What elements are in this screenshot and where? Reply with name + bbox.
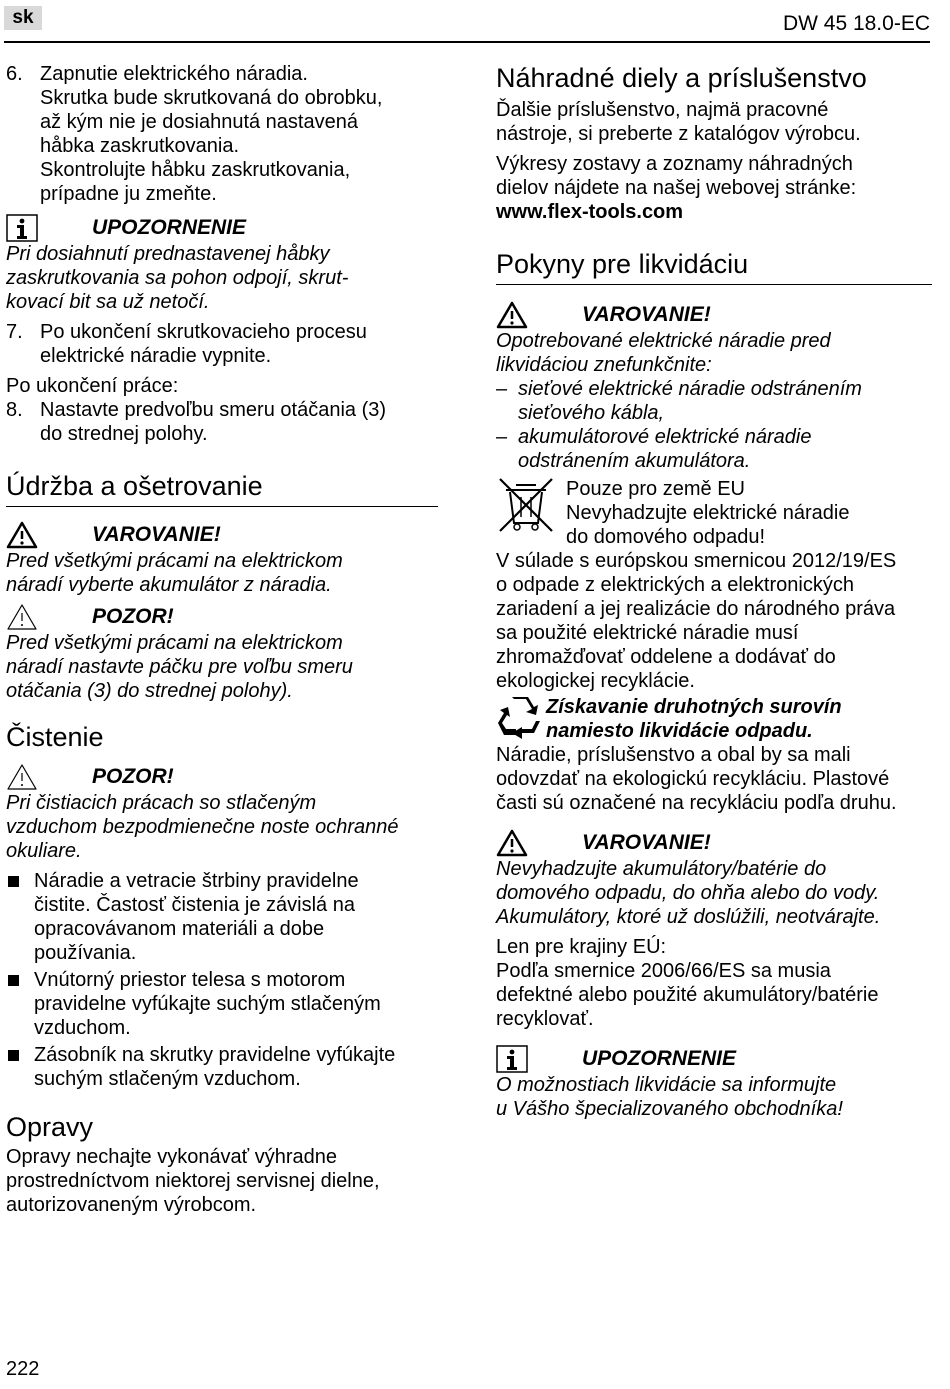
list-item: – sieťové elektrické náradie odstránením sieťového kábla, [496, 378, 862, 424]
heading-cleaning: Čistenie [6, 722, 104, 752]
note-signal: UPOZORNENIE [496, 1045, 932, 1073]
warning-triangle-icon [496, 301, 528, 329]
list-item: Vnútorný priestor telesa s motorom pravidelne vyfúkajte suchým stlačeným vzduchom. [6, 968, 438, 1040]
note-text: Pri dosiahnutí prednastavenej håbky zaskrutkovania sa pohon odpojí, skrut- kovací bit sa už netočí. [6, 243, 349, 313]
website-link[interactable]: www.flex-tools.com [496, 201, 684, 223]
heading-spare-parts: Náhradné diely a príslušenstvo [496, 63, 867, 93]
caution-triangle-icon [6, 763, 38, 791]
language-badge: sk [4, 6, 42, 30]
warning-signal: VAROVANIE! [6, 521, 438, 549]
battery-directive-text: Podľa smernice 2006/66/ES sa musia defektné alebo použité akumulátory/batérie recyklovať. [496, 960, 879, 1030]
caution-text: Pri čistiacich prácach so stlačeným vzduchom bezpodmienečne noste ochranné okuliare. [6, 792, 399, 862]
warning-signal: VAROVANIE! [496, 301, 932, 329]
model-number: DW 45 18.0-EC [782, 12, 930, 35]
weee-notice: Pouze pro země EU Nevyhadzujte elektrické náradie do domového odpadu! [496, 477, 932, 549]
warning-triangle-icon [496, 829, 528, 857]
repair-text: Opravy nechajte vykonávať výhradne prostredníctvom niektorej servisnej dielne, autorizovaneným výrobcom. [6, 1146, 380, 1216]
warning-triangle-icon [6, 521, 38, 549]
caution-signal: POZOR! [6, 603, 438, 631]
warning-text: Pred všetkými prácami na elektrickom náradí vyberte akumulátor z náradia. [6, 550, 343, 596]
info-icon [6, 214, 38, 242]
list-item: Zásobník na skrutky pravidelne vyfúkajte suchým stlačeným vzduchom. [6, 1043, 438, 1091]
caution-triangle-icon [6, 603, 38, 631]
after-work-text: Po ukončení práce: [6, 375, 179, 397]
bullet-square-icon [6, 1043, 34, 1091]
step-6: 6. Zapnutie elektrického náradia. Skrutka bude skrutkovaná do obrobku, až kým nie je dosiahnutá nastavená håbka zaskrutkovania. Skontrolujte håbku zaskrutkovania, prípadne ju zmeňte. [6, 63, 383, 205]
page-number: 222 [6, 1358, 40, 1380]
warning-text: Nevyhadzujte akumulátory/batérie do domového odpadu, do ohňa alebo do vody. Akumulátory, ktoré už doslúžili, neotvárajte. [496, 858, 881, 928]
heading-repairs: Opravy [6, 1112, 94, 1142]
info-icon [496, 1045, 528, 1073]
parts-drawings-text: Výkresy zostavy a zoznamy náhradných dielov nájdete na našej webovej stránke: www.flex-tools.com [496, 152, 932, 224]
crossed-bin-icon [496, 477, 556, 533]
recycling-notice: Získavanie druhotných surovín namiesto likvidácie odpadu. [496, 695, 932, 743]
warning-signal: VAROVANIE! [496, 829, 932, 857]
heading-disposal: Pokyny pre likvidáciu [496, 248, 932, 285]
bullet-square-icon [6, 869, 34, 965]
recycling-text: Náradie, príslušenstvo a obal by sa mali odovzdať na ekologickú recykláciu. Plastové časti sú označené na recykláciu podľa druhu. [496, 744, 897, 814]
list-item: Náradie a vetracie štrbiny pravidelne čistite. Častosť čistenia je závislá na opracovávanom materiáli a dobe používania. [6, 869, 438, 965]
list-item: – akumulátorové elektrické náradie odstránením akumulátora. [496, 426, 812, 472]
warning-text: Opotrebované elektrické náradie pred likvidáciou znefunkčnite: – sieťové elektrické náradie odstránením sieťového kábla, – akumulátorové elektrické náradie odstránením akumulátora. [496, 329, 932, 473]
recycle-icon [496, 695, 544, 741]
left-column [6, 62, 438, 1217]
heading-maintenance: Údržba a ošetrovanie [6, 470, 438, 507]
directive-text: V súlade s európskou smernicou 2012/19/ES o odpade z elektrických a elektronických zariadení a jej realizácie do národného práva sa použité elektrické náradie musí zhromažďovať oddelene a dodávať do ekologickej recyklácie. [496, 550, 897, 692]
note-text: O možnostiach likvidácie sa informujte u Vášho špecializovaného obchodníka! [496, 1074, 843, 1120]
note-signal: UPOZORNENIE [6, 214, 438, 242]
step-8: 8. Nastavte predvoľbu smeru otáčania (3) do strednej polohy. [6, 399, 387, 445]
eu-only-text: Len pre krajiny EÚ: [496, 936, 667, 958]
header-rule [4, 41, 930, 43]
caution-text: Pred všetkými prácami na elektrickom náradí nastavte páčku pre voľbu smeru otáčania (3) do strednej polohy). [6, 632, 353, 702]
bullet-square-icon [6, 968, 34, 1040]
right-column [496, 62, 932, 1121]
parts-text: Ďalšie príslušenstvo, najmä pracovné nástroje, si preberte z katalógov výrobcu. [496, 99, 861, 145]
step-7: 7. Po ukončení skrutkovacieho procesu elektrické náradie vypnite. [6, 321, 367, 367]
caution-signal: POZOR! [6, 763, 438, 791]
